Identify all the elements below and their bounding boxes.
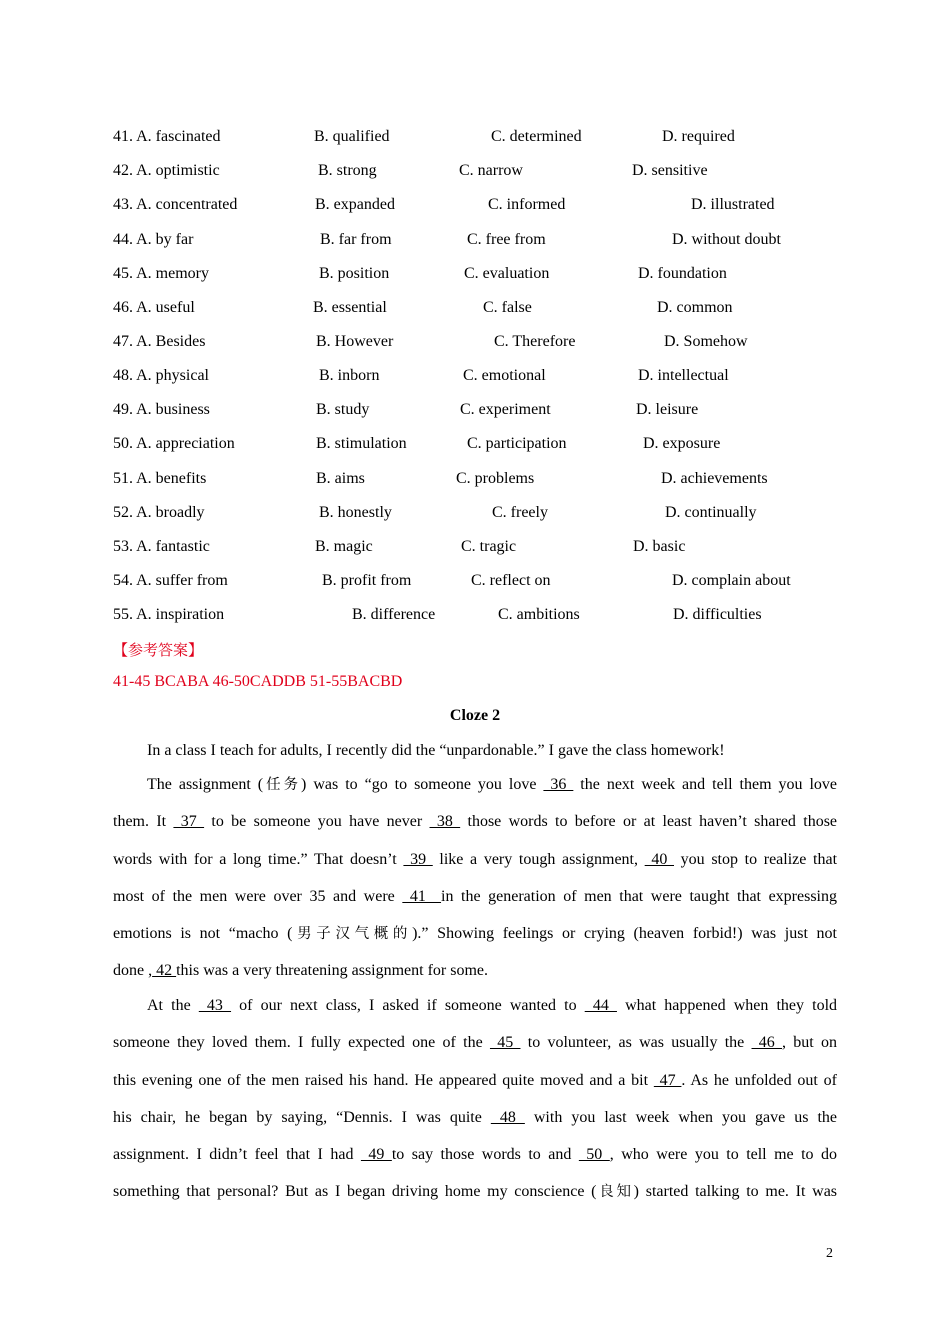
paragraph-line: this evening one of the men raised his hand. He appeared quite moved and a bit 47 . As he unfolded out of (113, 1071, 837, 1089)
blank-49: 49 (360, 1146, 392, 1164)
option-b: B. profit from (322, 572, 412, 589)
paragraph-line: most of the men were over 35 and were 41 in the generation of men that were taught that expressing (113, 887, 837, 905)
paragraph-1 (113, 740, 837, 777)
option-c: C. problems (456, 470, 535, 487)
option-c: C. false (483, 299, 532, 316)
paragraph-line: done , 42 this was a very threatening assignment for some. (113, 962, 489, 980)
option-row-55 (0, 604, 950, 626)
blank-38: 38 (429, 813, 461, 831)
paragraph-line: words with for a long time.” That doesn’t 39 like a very tough assignment, 40 you stop to realize that (113, 850, 838, 868)
option-d: D. leisure (636, 401, 699, 418)
paragraph-2 (113, 774, 837, 998)
option-a: 47. A. Besides (113, 333, 206, 350)
blank-42: 42 (152, 962, 177, 980)
blank-39: 39 (403, 850, 433, 868)
blank-45: 45 (489, 1034, 521, 1052)
option-a: 51. A. benefits (113, 470, 207, 487)
option-c: C. free from (467, 231, 546, 248)
option-c: C. freely (492, 504, 548, 521)
blank-37: 37 (173, 813, 205, 831)
paragraph-line: assignment. I didn’t feel that I had 49 to say those words to and 50 , who were you to tell me to do (113, 1146, 838, 1164)
option-b: B. far from (320, 231, 392, 248)
option-a: 43. A. concentrated (113, 196, 238, 213)
blank-48: 48 (490, 1108, 525, 1126)
blank-40: 40 (644, 850, 674, 868)
option-a: 55. A. inspiration (113, 606, 225, 623)
blank-41: 41 (402, 887, 442, 905)
option-a: 50. A. appreciation (113, 435, 235, 452)
option-a: 45. A. memory (113, 265, 209, 282)
option-row-48 (0, 365, 950, 387)
cloze-title: Cloze 2 (449, 707, 501, 724)
option-b: B. position (319, 265, 390, 282)
answer-heading: 【参考答案】 (113, 641, 204, 659)
option-row-51 (0, 468, 950, 490)
option-c: C. experiment (460, 401, 551, 418)
option-c: C. emotional (463, 367, 546, 384)
option-d: D. without doubt (672, 231, 781, 248)
blank-36: 36 (543, 776, 574, 793)
option-row-41 (0, 126, 950, 148)
option-b: B. essential (313, 299, 387, 316)
option-b: B. stimulation (316, 435, 407, 452)
option-b: B. honestly (319, 504, 392, 521)
option-c: C. narrow (459, 162, 523, 179)
option-d: D. required (662, 128, 735, 145)
option-c: C. determined (491, 128, 582, 145)
paragraph-line: In a class I teach for adults, I recently did the “unpardonable.” I gave the class homework! (147, 742, 725, 759)
option-a: 54. A. suffer from (113, 572, 228, 589)
option-d: D. complain about (672, 572, 791, 589)
option-b: B. However (316, 333, 394, 350)
paragraph-line: his chair, he began by saying, “Dennis. I was quite 48 with you last week when you gave us the (113, 1108, 838, 1126)
option-c: C. ambitions (498, 606, 580, 623)
option-a: 42. A. optimistic (113, 162, 220, 179)
option-b: B. expanded (315, 196, 395, 213)
option-d: D. basic (633, 538, 686, 555)
option-d: D. difficulties (673, 606, 762, 623)
option-a: 44. A. by far (113, 231, 194, 248)
blank-50: 50 (578, 1146, 610, 1164)
option-d: D. sensitive (632, 162, 708, 179)
option-row-44 (0, 229, 950, 251)
option-a: 53. A. fantastic (113, 538, 210, 555)
option-row-43 (0, 194, 950, 216)
option-d: D. common (657, 299, 733, 316)
option-row-50 (0, 433, 950, 455)
option-c: C. tragic (461, 538, 517, 555)
option-d: D. continually (665, 504, 757, 521)
option-b: B. difference (352, 606, 436, 623)
option-d: D. achievements (661, 470, 768, 487)
option-row-52 (0, 502, 950, 524)
option-a: 52. A. broadly (113, 504, 205, 521)
page-number: 2 (826, 1246, 833, 1261)
option-b: B. strong (318, 162, 377, 179)
option-b: B. aims (316, 470, 365, 487)
option-c: C. informed (488, 196, 566, 213)
option-b: B. study (316, 401, 370, 418)
option-row-42 (0, 160, 950, 182)
paragraph-line: emotions is not “macho (男子汉气概的).” Showing feelings or crying (heaven forbid!) was just not (113, 925, 837, 943)
option-row-54 (0, 570, 950, 592)
blank-47: 47 (653, 1071, 682, 1089)
paragraph-3 (113, 995, 837, 1219)
option-row-45 (0, 263, 950, 285)
paragraph-line: something that personal? But as I began driving home my conscience (良知) started talking to me. It was (113, 1183, 838, 1201)
option-d: D. intellectual (638, 367, 729, 384)
option-a: 46. A. useful (113, 299, 195, 316)
option-row-47 (0, 331, 950, 353)
option-row-49 (0, 399, 950, 421)
blank-44: 44 (584, 997, 617, 1014)
paragraph-line: The assignment (任务) was to “go to someone you love 36 the next week and tell them you love (147, 776, 838, 793)
option-d: D. exposure (643, 435, 721, 452)
option-c: C. evaluation (464, 265, 550, 282)
option-b: B. magic (315, 538, 373, 555)
blank-46: 46 (751, 1034, 783, 1052)
option-b: B. inborn (319, 367, 380, 384)
option-b: B. qualified (314, 128, 390, 145)
option-row-46 (0, 297, 950, 319)
option-a: 49. A. business (113, 401, 210, 418)
paragraph-line: someone they loved them. I fully expected one of the 45 to volunteer, as was usually the 46 , but on (113, 1034, 838, 1052)
option-row-53 (0, 536, 950, 558)
option-a: 48. A. physical (113, 367, 209, 384)
option-c: C. Therefore (494, 333, 576, 350)
option-c: C. participation (467, 435, 567, 452)
answer-key: 41-45 BCABA 46-50CADDB 51-55BACBD (113, 673, 403, 690)
option-d: D. Somehow (664, 333, 748, 350)
paragraph-line: them. It 37 to be someone you have never 38 those words to before or at least haven’t shared those (113, 813, 838, 831)
option-d: D. foundation (638, 265, 727, 282)
option-d: D. illustrated (691, 196, 775, 213)
option-a: 41. A. fascinated (113, 128, 221, 145)
blank-43: 43 (198, 997, 232, 1014)
paragraph-line: At the 43 of our next class, I asked if someone wanted to 44 what happened when they told (147, 997, 838, 1014)
option-c: C. reflect on (471, 572, 551, 589)
